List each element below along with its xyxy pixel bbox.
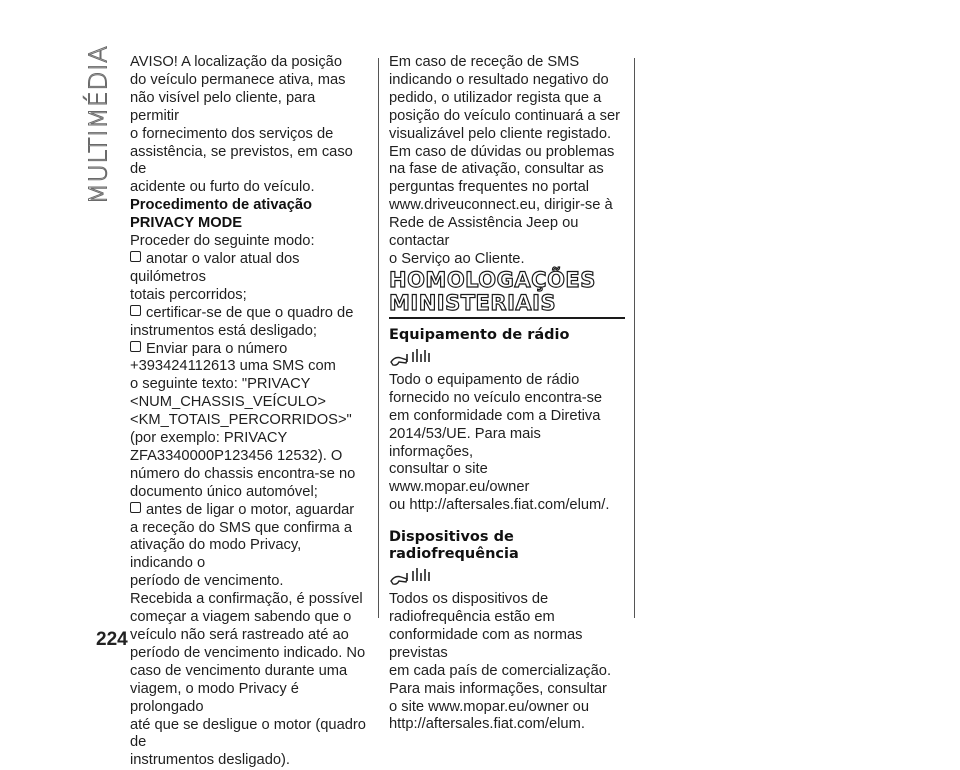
column-divider-left <box>378 58 379 618</box>
list-item: anotar o valor atual dos quilómetros totais percorridos; <box>130 250 300 303</box>
checkbox-bullet-icon <box>130 251 141 262</box>
list-item: certificar-se de que o quadro de instrumentos está desligado; <box>130 304 354 339</box>
support-paragraph: Em caso de dúvidas ou problemas na fase de ativação, consultar as perguntas frequentes no portal www.driveuconnect.eu, dirigir-se à Rede de Assistência Jeep ou contactar o Serviço ao Cliente. <box>389 143 615 267</box>
confirmation-paragraph: Recebida a confirmação, é possível começar a viagem sabendo que o veículo não será rastreado até ao período de vencimento indicado. No caso de vencimento durante uma viagem, o modo Privacy é prolongado até que se desligue o motor (quadro de instrumentos desligado). <box>130 591 366 769</box>
hand-radio-waves-icon <box>389 565 435 587</box>
radio-equipment-text: Todo o equipamento de rádio fornecido no veículo encontra-se em conformidade com a Diretiva 2014/53/UE. Para mais informações, consultar o site www.mopar.eu/owner ou http://aftersales.fiat.com/elum/. <box>389 371 610 514</box>
left-column <box>130 54 368 770</box>
checkbox-bullet-icon <box>130 502 141 513</box>
radiofrequency-heading: Dispositivos de radiofrequência <box>389 529 519 563</box>
privacy-mode-heading: Procedimento de ativação PRIVACY MODE <box>130 197 313 232</box>
list-item: antes de ligar o motor, aguardar a receção do SMS que confirma a ativação do modo Privacy, indicando o período de vencimento. <box>130 501 355 590</box>
sms-negative-paragraph: Em caso de receção de SMS indicando o resultado negativo do pedido, o utilizador regista que a posição do veículo continuará a ser visualizável pelo cliente registado. <box>389 54 621 142</box>
page-number: 224 <box>96 629 128 650</box>
heading-underline <box>389 317 625 319</box>
right-column <box>389 54 625 734</box>
hand-radio-waves-icon <box>389 346 435 368</box>
procedure-lead: Proceder do seguinte modo: <box>130 233 315 250</box>
list-item: Enviar para o número +393424112613 uma SMS com o seguinte texto: "PRIVACY <NUM_CHASSIS_VEÍCULO> <KM_TOTAIS_PERCORRIDOS>" (por exemplo: PRIVACY ZFA3340000P123456 12532). O número do chassis encontra-se no documento único automóvel; <box>130 340 356 500</box>
checkbox-bullet-icon <box>130 341 141 352</box>
checkbox-bullet-icon <box>130 305 141 316</box>
radio-equipment-heading: Equipamento de rádio <box>389 326 570 343</box>
column-divider-right <box>634 58 635 618</box>
radiofrequency-text: Todos os dispositivos de radiofrequência estão em conformidade com as normas previstas em cada país de comercialização. Para mais informações, consultar o site www.mopar.eu/owner ou http://aftersales.fiat.com/elum. <box>389 591 612 733</box>
homologacoes-heading: HOMOLOGAÇÕES MINISTERIAIS <box>389 267 596 315</box>
side-title-text: MULTIMÉDIA <box>83 45 113 205</box>
section-side-title <box>83 45 113 205</box>
aviso-paragraph: AVISO! A localização da posição do veículo permanece ativa, mas não visível pelo cliente, para permitir o fornecimento dos serviços de assistência, se previstos, em caso de acidente ou furto do veículo. <box>130 54 353 196</box>
